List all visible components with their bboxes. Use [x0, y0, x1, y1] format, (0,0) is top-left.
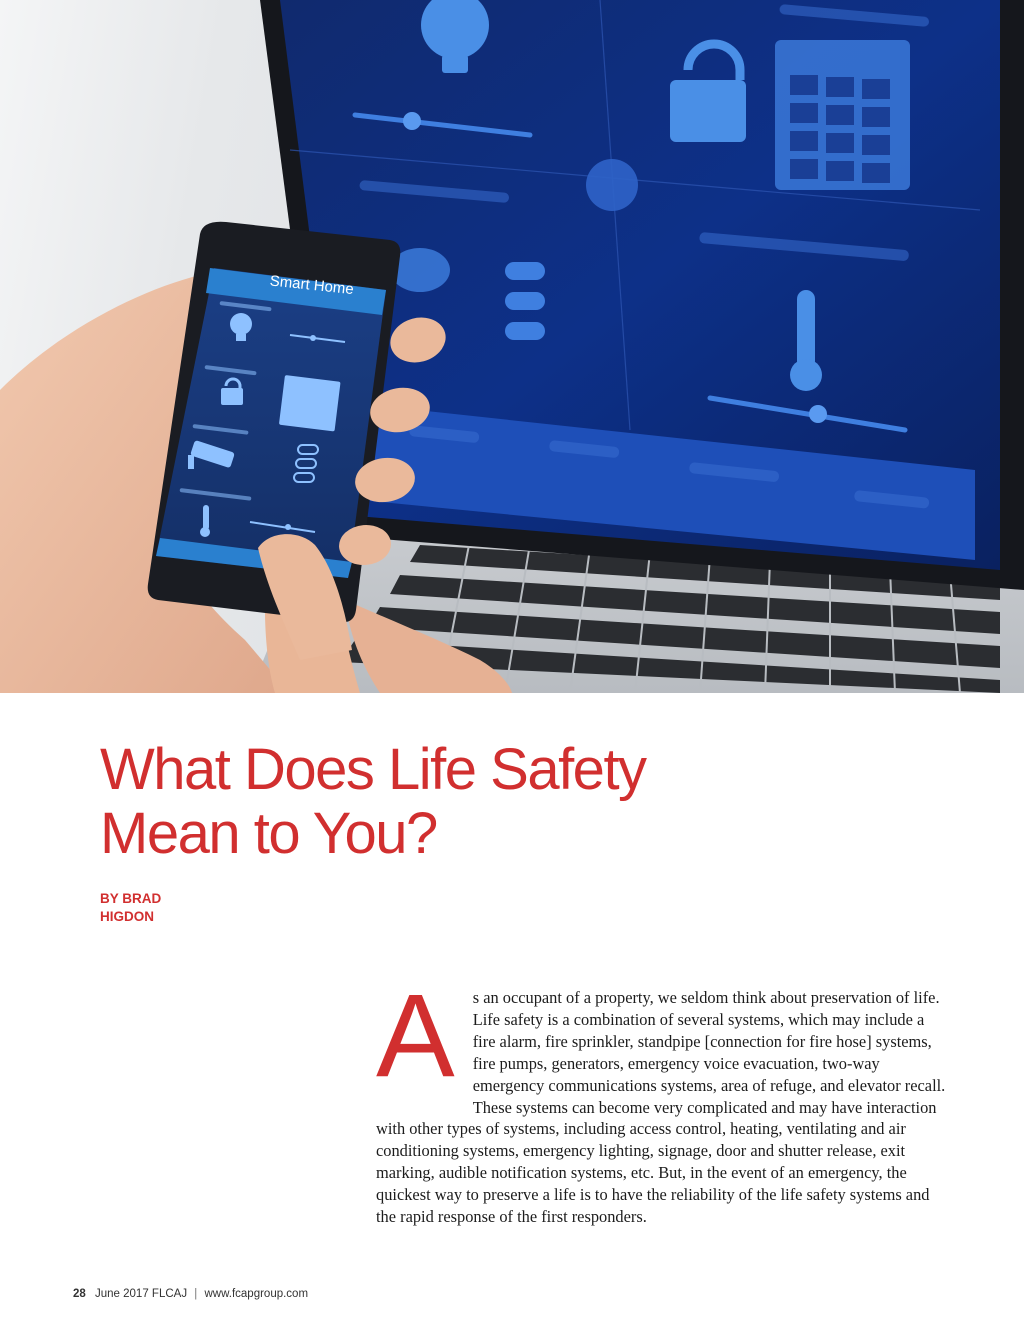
magazine-name: FLCAJ	[151, 1288, 188, 1300]
article-body-text: s an occupant of a property, we seldom think about preservation of life. Life safety is a combination of several systems, which may include a fire alarm, fire sprinkler, standpipe [connection for fire hose] systems, fire pumps, generators, emergency voice evacuation, two-way emergency communications systems, area of refuge, and elevator recall. These systems can become very complicated and may have interaction with other types of systems, including access control, heating, ventilating and air conditioning systems, emergency lighting, signage, door and shutter release, exit marking, audible notification systems, etc. But, in the event of an emergency, the quickest way to preserve a life is to have the reliability of the life safety systems and the rapid response of the first responders.	[376, 988, 946, 1227]
byline-line-2: HIGDON	[100, 909, 154, 924]
byline-line-1: BY BRAD	[100, 891, 162, 906]
issue-date: June 2017	[95, 1288, 149, 1300]
article-body	[376, 970, 948, 1228]
laptop-center-dial	[586, 159, 638, 211]
phone-keypad	[279, 375, 341, 431]
laptop-camera-toggles	[505, 262, 545, 340]
article-title	[100, 738, 800, 866]
article-title-line-2: Mean to You?	[100, 801, 437, 866]
page-footer	[73, 1288, 308, 1300]
page-number: 28	[73, 1288, 86, 1300]
byline	[100, 890, 161, 926]
website-link[interactable]: www.fcapgroup.com	[204, 1288, 309, 1300]
phone-app-title: Smart Home	[269, 272, 355, 299]
article-title-line-1: What Does Life Safety	[100, 737, 646, 802]
drop-cap: A	[376, 970, 455, 1102]
footer-separator: |	[194, 1288, 198, 1300]
